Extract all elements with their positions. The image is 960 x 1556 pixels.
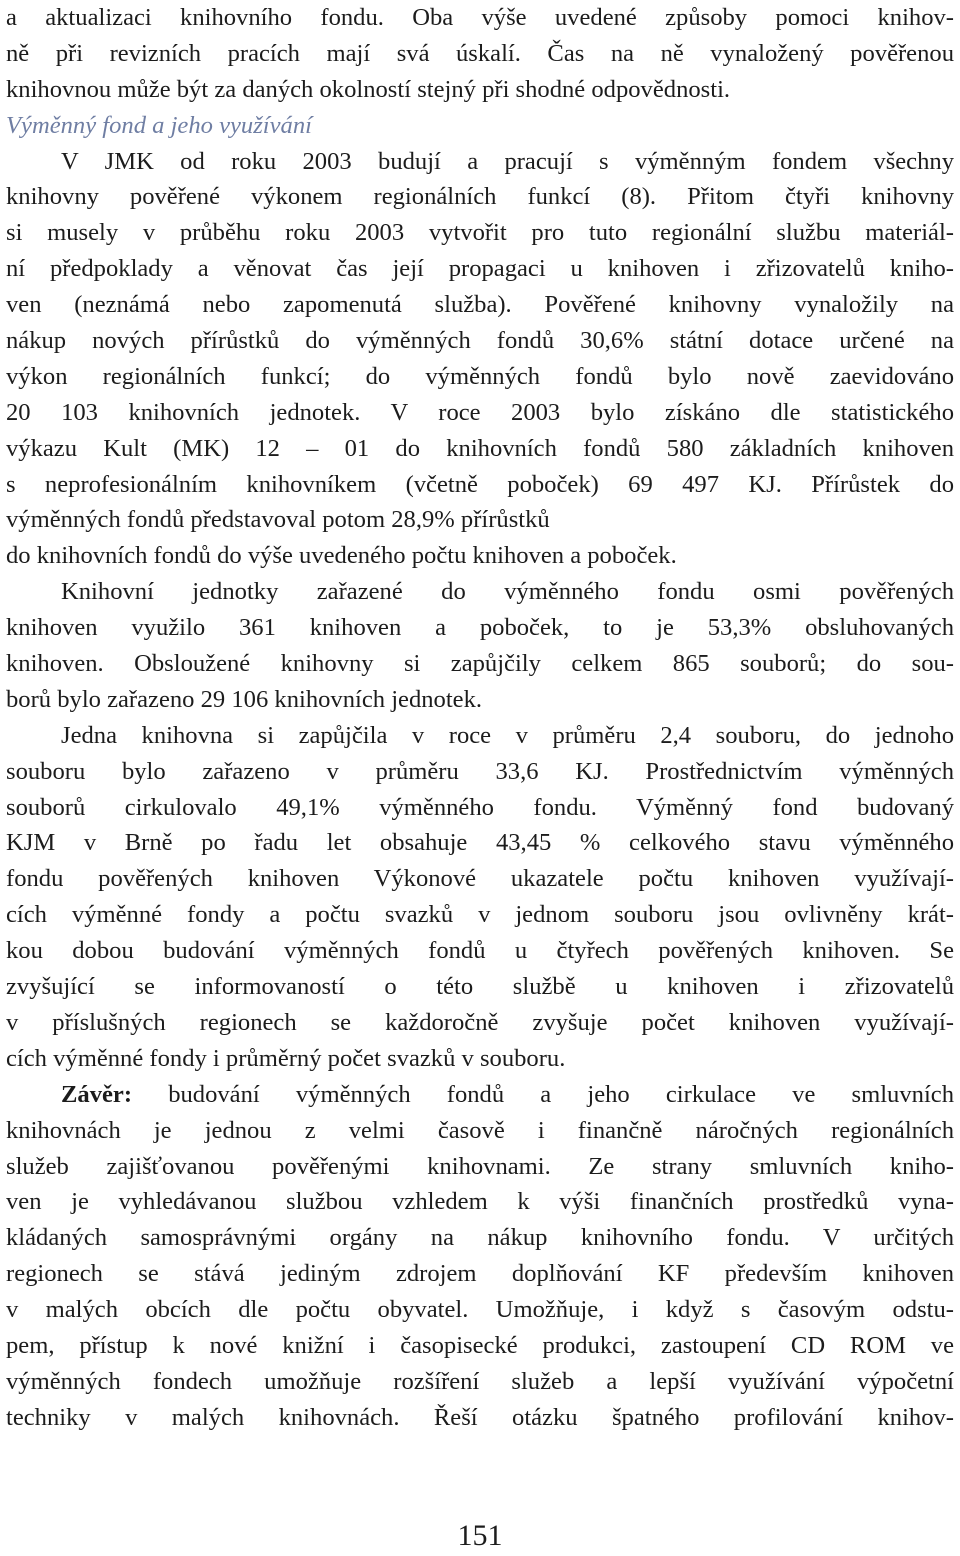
paragraph-zaver — [6, 1077, 954, 1436]
text-line: výměnných fondů představoval potom 28,9% přírůstků — [6, 506, 550, 534]
text-line: ně při revizních pracích mají svá úskalí. Čas na ně vynaložený pověřenou — [6, 39, 954, 67]
text-line: ven je vyhledávanou službou vzhledem k výši finančních prostředků vyna- — [6, 1188, 954, 1216]
text-line: regionech se stává jediným zdrojem doplňování KF především knihoven — [6, 1260, 954, 1288]
section-heading-text: Výměnný fond a jeho využívání — [6, 111, 312, 139]
text-line: 20 103 knihovních jednotek. V roce 2003 bylo získáno dle statistického — [6, 398, 954, 426]
text-line: fondu pověřených knihoven Výkonové ukazatele počtu knihoven využívají- — [6, 865, 954, 893]
text-line: knihoven využilo 361 knihoven a poboček, to je 53,3% obsluhovaných — [6, 614, 954, 642]
text-line: výkon regionálních funkcí; do výměnných fondů bylo nově zaevidováno — [6, 362, 954, 390]
text-line: kládaných samosprávnými orgány na nákup knihovního fondu. V určitých — [6, 1224, 954, 1252]
text-line: KJM v Brně po řadu let obsahuje 43,45 % celkového stavu výměnného — [6, 829, 954, 857]
paragraph-vymenny-fond — [6, 144, 954, 575]
text-line: zvyšující se informovaností o této službě u knihoven i zřizovatelů — [6, 973, 954, 1001]
text-line: Jedna knihovna si zapůjčila v roce v průměru 2,4 souboru, do jednoho — [61, 721, 954, 749]
text-line: cích výměnné fondy i průměrný počet svazků v souboru. — [6, 1044, 566, 1072]
text-line: si musely v průběhu roku 2003 vytvořit pro tuto regionální službu materiál- — [6, 219, 954, 247]
text-line: Knihovní jednotky zařazené do výměnného fondu osmi pověřených — [61, 578, 954, 606]
text-line: V JMK od roku 2003 budují a pracují s výměnným fondem všechny — [61, 147, 954, 175]
text-line: služeb zajišťovanou pověřenými knihovnami. Ze strany smluvních kniho- — [6, 1152, 954, 1180]
conclusion-label: Závěr: — [61, 1080, 133, 1108]
text-line: ven (neznámá nebo zapomenutá služba). Pověřené knihovny vynaložily na — [6, 291, 954, 319]
text-line: borů bylo zařazeno 29 106 knihovních jednotek. — [6, 685, 483, 713]
text-line: do knihovních fondů do výše uvedeného počtu knihoven a poboček. — [6, 542, 677, 570]
text-line: souboru bylo zařazeno v průměru 33,6 KJ. Prostřednictvím výměnných — [6, 757, 954, 785]
body-text — [6, 0, 954, 1436]
page-number: 151 — [457, 1519, 503, 1552]
paragraph-knihovni-jednotky — [6, 574, 954, 718]
text-line: knihovnách je jednou z velmi časově i finančně náročných regionálních — [6, 1116, 954, 1144]
text-line: s neprofesionálním knihovníkem (včetně poboček) 69 497 KJ. Přírůstek do — [6, 470, 954, 498]
paragraph-jedna-knihovna — [6, 718, 954, 1077]
text-line: knihoven. Obsloužené knihovny si zapůjčily celkem 865 souborů; do sou- — [6, 650, 954, 678]
paragraph-intro-end — [6, 0, 954, 108]
text-line: výkazu Kult (MK) 12 – 01 do knihovních fondů 580 základních knihoven — [6, 434, 954, 462]
text-line: a aktualizaci knihovního fondu. Oba výše uvedené způsoby pomoci knihov- — [6, 4, 954, 31]
text-line — [6, 1077, 954, 1113]
text-line: výměnných fondech umožňuje rozšíření služeb a lepší využívání výpočetní — [6, 1367, 954, 1395]
text-line: pem, přístup k nové knižní i časopisecké produkci, zastoupení CD ROM ve — [6, 1331, 954, 1359]
text-line-rest: budování výměnných fondů a jeho cirkulace ve smluvních — [132, 1080, 954, 1108]
text-line: techniky v malých knihovnách. Řeší otázku špatného profilování knihov- — [6, 1403, 954, 1431]
text-line: v příslušných regionech se každoročně zvyšuje počet knihoven využívají- — [6, 1008, 954, 1036]
text-line: cích výměnné fondy a počtu svazků v jednom souboru jsou ovlivněny krát- — [6, 901, 954, 929]
text-line: kou dobou budování výměnných fondů u čtyřech pověřených knihoven. Se — [6, 937, 954, 965]
text-line: knihovny pověřené výkonem regionálních funkcí (8). Přitom čtyři knihovny — [6, 183, 954, 211]
text-line: knihovnou může být za daných okolností stejný při shodné odpovědnosti. — [6, 75, 731, 103]
text-line: souborů cirkulovalo 49,1% výměnného fondu. Výměnný fond budovaný — [6, 793, 954, 821]
text-line: v malých obcích dle počtu obyvatel. Umožňuje, i když s časovým odstu- — [6, 1296, 954, 1324]
section-heading — [6, 108, 954, 144]
text-line: nákup nových přírůstků do výměnných fondů 30,6% státní dotace určené na — [6, 327, 954, 355]
text-line: ní předpoklady a věnovat čas její propagaci u knihoven i zřizovatelů kniho- — [6, 255, 954, 283]
